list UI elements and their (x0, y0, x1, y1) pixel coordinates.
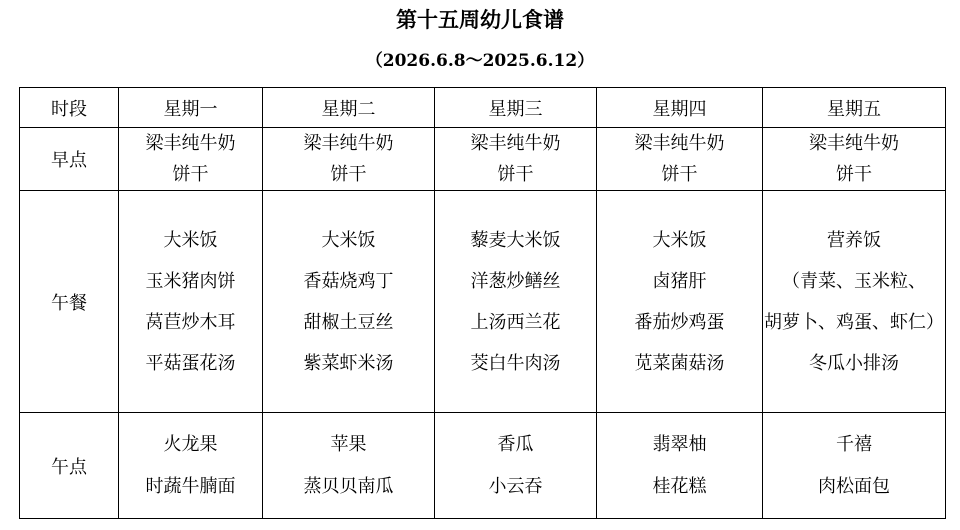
menu-item: 藜麦大米饭 (470, 229, 561, 251)
menu-cell-breakfast-wed (435, 128, 597, 191)
menu-item: 蒸贝贝南瓜 (303, 475, 394, 497)
menu-cell-lunch-mon (119, 191, 263, 413)
period-label-lunch: 午餐 (20, 191, 119, 413)
menu-cell-snack-thu (597, 413, 763, 519)
menu-item: 营养饭 (827, 229, 881, 251)
menu-item: 梁丰纯牛奶 (303, 133, 394, 154)
day-header-wed: 星期三 (435, 88, 597, 128)
menu-table (19, 87, 946, 519)
menu-item: 甜椒土豆丝 (303, 311, 394, 333)
menu-cell-snack-wed (435, 413, 597, 519)
menu-item: 梁丰纯牛奶 (470, 133, 561, 154)
menu-item: 饼干 (661, 164, 698, 185)
menu-item: 莴苣炒木耳 (145, 311, 236, 333)
menu-item: 冬瓜小排汤 (809, 352, 899, 374)
menu-item: 饼干 (836, 164, 872, 185)
menu-item: 平菇蛋花汤 (145, 352, 236, 374)
menu-item: 大米饭 (652, 229, 707, 251)
menu-item: 番茄炒鸡蛋 (634, 311, 725, 333)
menu-cell-lunch-thu (597, 191, 763, 413)
menu-cell-breakfast-fri (763, 128, 946, 191)
menu-cell-snack-fri (763, 413, 946, 519)
date-range: （2026.6.8～2025.6.12） (365, 51, 595, 71)
menu-item: 桂花糕 (652, 475, 707, 497)
menu-item: 洋葱炒鳝丝 (470, 270, 561, 292)
menu-item: 肉松面包 (818, 475, 890, 497)
menu-item: 饼干 (330, 164, 367, 185)
menu-item: 胡萝卜、鸡蛋、虾仁） (764, 311, 944, 333)
menu-item: 香瓜 (497, 433, 534, 455)
menu-cell-breakfast-tue (263, 128, 435, 191)
day-header-mon: 星期一 (119, 88, 263, 128)
period-header: 时段 (20, 88, 119, 128)
period-label-breakfast: 早点 (20, 128, 119, 191)
menu-item: 上汤西兰花 (470, 311, 561, 333)
page-title: 第十五周幼儿食谱 (396, 7, 564, 32)
menu-item: 卤猪肝 (652, 270, 707, 292)
menu-item: 大米饭 (321, 229, 376, 251)
menu-item: 时蔬牛腩面 (145, 475, 236, 497)
menu-item: 梁丰纯牛奶 (634, 133, 725, 154)
menu-item: 火龙果 (163, 433, 218, 455)
menu-cell-lunch-tue (263, 191, 435, 413)
menu-item: 翡翠柚 (652, 433, 707, 455)
menu-item: （青菜、玉米粒、 (782, 270, 926, 292)
menu-cell-lunch-wed (435, 191, 597, 413)
header-row (20, 88, 946, 128)
menu-item: 梁丰纯牛奶 (145, 133, 236, 154)
menu-item: 苋菜菌菇汤 (634, 352, 725, 374)
table-row-breakfast (20, 128, 946, 191)
menu-cell-breakfast-mon (119, 128, 263, 191)
menu-item: 小云吞 (488, 475, 543, 497)
menu-item: 玉米猪肉饼 (145, 270, 236, 292)
menu-cell-snack-mon (119, 413, 263, 519)
menu-item: 千禧 (836, 433, 872, 455)
menu-item: 饼干 (497, 164, 534, 185)
period-label-afternoon-snack: 午点 (20, 413, 119, 519)
menu-item: 大米饭 (163, 229, 218, 251)
table-row-lunch (20, 191, 946, 413)
day-header-thu: 星期四 (597, 88, 763, 128)
menu-cell-breakfast-thu (597, 128, 763, 191)
menu-item: 香菇烧鸡丁 (303, 270, 394, 292)
menu-item: 苹果 (330, 433, 367, 455)
menu-cell-lunch-fri (763, 191, 946, 413)
menu-cell-snack-tue (263, 413, 435, 519)
table-row-afternoon-snack (20, 413, 946, 519)
menu-item: 茭白牛肉汤 (470, 352, 561, 374)
day-header-fri: 星期五 (763, 88, 946, 128)
menu-item: 梁丰纯牛奶 (809, 133, 899, 154)
menu-item: 饼干 (172, 164, 209, 185)
menu-item: 紫菜虾米汤 (303, 352, 394, 374)
day-header-tue: 星期二 (263, 88, 435, 128)
